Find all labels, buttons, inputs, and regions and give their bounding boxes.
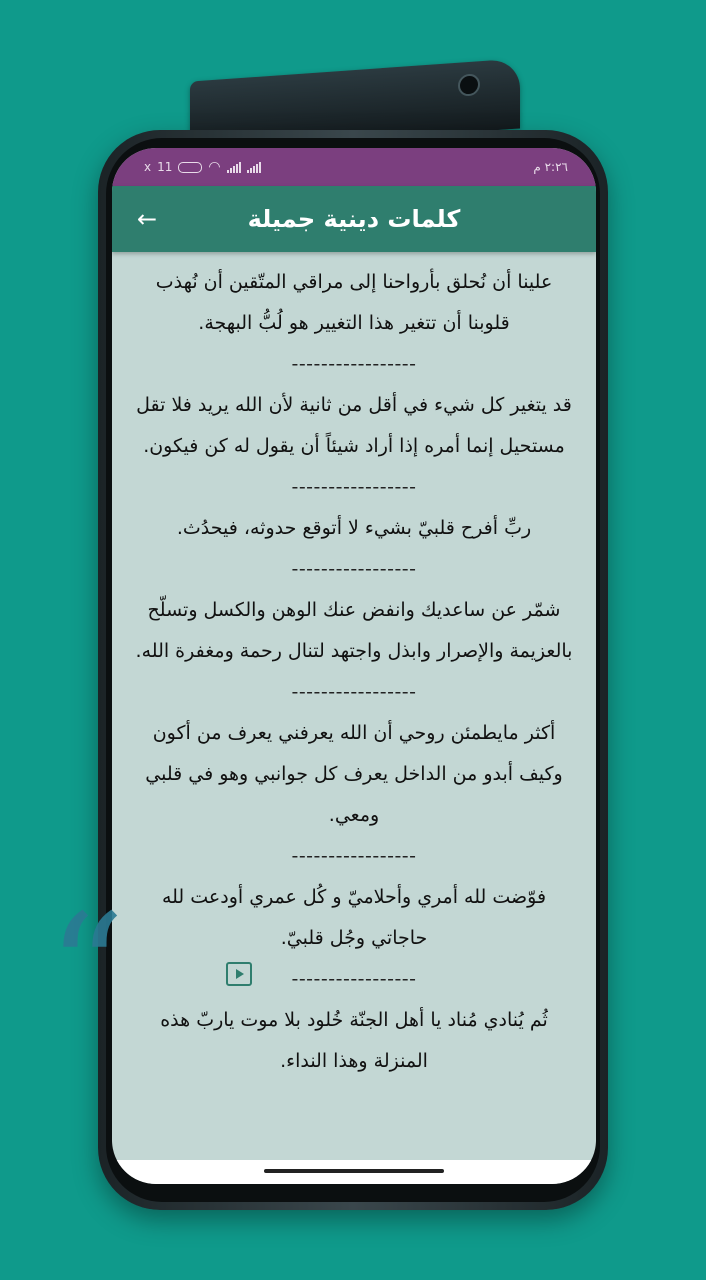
play-icon[interactable] <box>226 962 252 986</box>
quote-item: قد يتغير كل شيء في أقل من ثانية لأن الله يريد فلا تقل مستحيل إنما أمره إذا أراد شيئاً أن يقول له كن فيكون. <box>136 394 572 457</box>
battery-level: 11 <box>157 160 173 174</box>
wifi-icon: ◠ <box>208 159 221 175</box>
quote-item: ربِّ أفرح قلبيّ بشيء لا أتوقع حدوثه، فيحدُث. <box>176 517 532 539</box>
quote-item: علينا أن نُحلق بأرواحنا إلى مراقي المتّقين أن نُهذب قلوبنا أن تتغير هذا التغيير هو لُبُّ البهجة. <box>155 271 553 334</box>
battery-prefix: x <box>144 160 152 174</box>
home-indicator[interactable] <box>264 1169 444 1173</box>
separator: ----------------- <box>291 968 417 990</box>
quote-item: ثُم يُنادي مُناد يا أهل الجنّة خُلود بلا موت ياربّ هذه المنزلة وهذا النداء. <box>160 1009 548 1072</box>
quote-mark-icon: “ <box>48 883 125 1057</box>
separator: ----------------- <box>291 558 417 580</box>
quote-item: أكثر مايطمئن روحي أن الله يعرفني يعرف من أكون وكيف أبدو من الداخل يعرف كل جوانبي وهو في قلبي ومعي. <box>145 722 563 826</box>
page-title: كلمات دينية جميلة <box>247 205 461 233</box>
signal-icon-2 <box>247 162 261 173</box>
navigation-bar <box>112 1160 596 1184</box>
back-button[interactable] <box>130 202 164 236</box>
signal-icon <box>227 162 241 173</box>
phone-screen <box>112 148 596 1184</box>
quotes-list[interactable] <box>112 252 596 1082</box>
status-icons <box>144 160 261 174</box>
arrow-back-icon: ← <box>136 205 158 233</box>
separator: ----------------- <box>291 845 417 867</box>
battery-icon <box>178 162 202 173</box>
camera-lens-icon <box>458 73 480 97</box>
quote-item: فوّضت لله أمري وأحلاميّ و كُل عمري أودعت لله حاجاتي وجُل قلبيّ. <box>161 886 547 949</box>
separator: ----------------- <box>291 353 417 375</box>
quote-item: شمّر عن ساعديك وانفض عنك الوهن والكسل وتسلّح بالعزيمة والإصرار وابذل واجتهد لتنال رحمة ومغفرة الله. <box>135 599 573 662</box>
separator: ----------------- <box>291 476 417 498</box>
app-bar <box>112 186 596 252</box>
status-bar <box>112 148 596 186</box>
separator: ----------------- <box>291 681 417 703</box>
status-time: ٢:٢٦ م <box>533 160 568 174</box>
